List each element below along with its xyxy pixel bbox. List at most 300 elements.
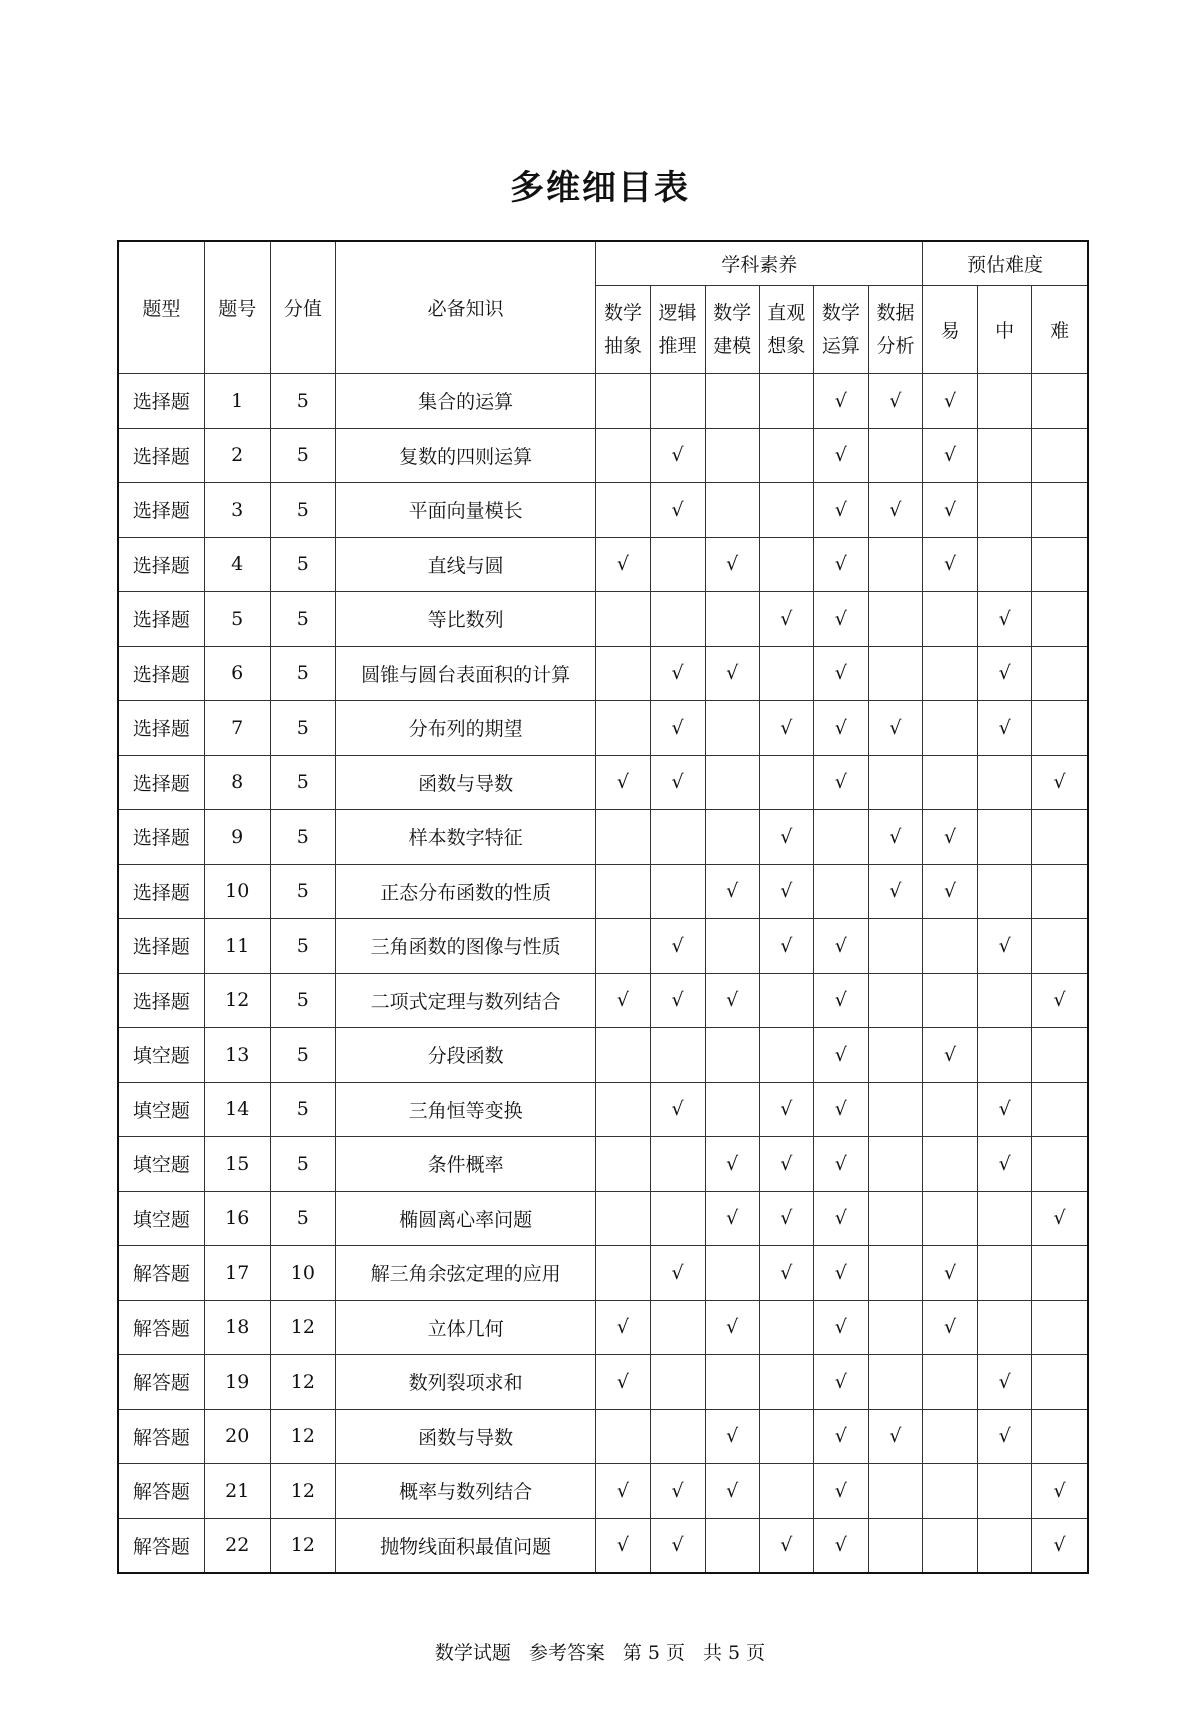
- literacy-check-cell: [759, 646, 813, 701]
- difficulty-check-cell: [978, 537, 1032, 592]
- footer-answer: 参考答案: [528, 1642, 605, 1664]
- question-type-cell: 选择题: [118, 701, 204, 756]
- literacy-check-cell: [759, 755, 813, 810]
- question-type-cell: 填空题: [118, 1082, 204, 1137]
- literacy-check-cell: [868, 755, 922, 810]
- score-cell: 12: [270, 1355, 335, 1410]
- difficulty-check-cell: [1032, 537, 1088, 592]
- score-cell: 5: [270, 864, 335, 919]
- difficulty-check-cell: [1032, 701, 1088, 756]
- knowledge-cell: 函数与导数: [335, 1409, 596, 1464]
- literacy-check-cell: [596, 810, 650, 865]
- question-type-cell: 选择题: [118, 973, 204, 1028]
- literacy-check-cell: √: [596, 755, 650, 810]
- table-row: [118, 1082, 1088, 1137]
- header-label-line: 数学: [713, 301, 752, 324]
- literacy-check-cell: √: [868, 483, 922, 538]
- question-number-cell: 4: [204, 537, 270, 592]
- score-cell: 5: [270, 919, 335, 974]
- header-literacy-modeling: [705, 286, 759, 374]
- header-number: 题号: [204, 241, 270, 374]
- literacy-check-cell: [705, 810, 759, 865]
- literacy-check-cell: √: [650, 973, 705, 1028]
- literacy-check-cell: √: [650, 1464, 705, 1519]
- difficulty-check-cell: [978, 810, 1032, 865]
- difficulty-check-cell: [923, 973, 978, 1028]
- knowledge-cell: 平面向量模长: [335, 483, 596, 538]
- header-difficulty-group: 预估难度: [923, 241, 1088, 286]
- literacy-check-cell: √: [596, 973, 650, 1028]
- literacy-check-cell: [650, 1191, 705, 1246]
- literacy-check-cell: √: [813, 1464, 868, 1519]
- table-row: [118, 592, 1088, 647]
- header-label-line: 抽象: [603, 334, 642, 357]
- literacy-check-cell: √: [705, 973, 759, 1028]
- literacy-check-cell: √: [813, 428, 868, 483]
- question-type-cell: 选择题: [118, 483, 204, 538]
- knowledge-cell: 分布列的期望: [335, 701, 596, 756]
- difficulty-check-cell: √: [978, 1082, 1032, 1137]
- difficulty-check-cell: [923, 1355, 978, 1410]
- literacy-check-cell: √: [650, 919, 705, 974]
- score-cell: 5: [270, 646, 335, 701]
- literacy-check-cell: √: [705, 1191, 759, 1246]
- knowledge-cell: 二项式定理与数列结合: [335, 973, 596, 1028]
- table-row: [118, 428, 1088, 483]
- table-body: [118, 374, 1088, 1574]
- difficulty-check-cell: [1032, 1409, 1088, 1464]
- difficulty-check-cell: √: [978, 701, 1032, 756]
- question-type-cell: 解答题: [118, 1355, 204, 1410]
- difficulty-check-cell: [1032, 483, 1088, 538]
- specification-table: [117, 240, 1089, 1574]
- difficulty-check-cell: [923, 919, 978, 974]
- page-footer: [0, 1638, 1200, 1665]
- difficulty-check-cell: [978, 755, 1032, 810]
- question-type-cell: 选择题: [118, 864, 204, 919]
- header-literacy-imagination: [759, 286, 813, 374]
- difficulty-check-cell: √: [978, 1137, 1032, 1192]
- difficulty-check-cell: √: [1032, 1464, 1088, 1519]
- literacy-check-cell: [813, 810, 868, 865]
- difficulty-check-cell: [923, 646, 978, 701]
- knowledge-cell: 分段函数: [335, 1028, 596, 1083]
- question-number-cell: 13: [204, 1028, 270, 1083]
- literacy-check-cell: [868, 1355, 922, 1410]
- literacy-check-cell: [759, 374, 813, 429]
- literacy-check-cell: √: [813, 919, 868, 974]
- literacy-check-cell: √: [596, 1355, 650, 1410]
- literacy-check-cell: √: [650, 1082, 705, 1137]
- difficulty-check-cell: [1032, 646, 1088, 701]
- header-label-line: 推理: [658, 334, 697, 357]
- literacy-check-cell: [596, 701, 650, 756]
- header-label-line: 运算: [821, 334, 860, 357]
- literacy-check-cell: [596, 374, 650, 429]
- literacy-check-cell: [596, 592, 650, 647]
- question-number-cell: 21: [204, 1464, 270, 1519]
- literacy-check-cell: √: [705, 1464, 759, 1519]
- question-number-cell: 18: [204, 1300, 270, 1355]
- score-cell: 5: [270, 537, 335, 592]
- literacy-check-cell: [759, 1300, 813, 1355]
- page-title: 多维细目表: [510, 168, 690, 208]
- question-number-cell: 15: [204, 1137, 270, 1192]
- literacy-check-cell: [650, 1409, 705, 1464]
- header-knowledge: 必备知识: [335, 241, 596, 374]
- literacy-check-cell: [868, 1464, 922, 1519]
- knowledge-cell: 抛物线面积最值问题: [335, 1518, 596, 1573]
- literacy-check-cell: [759, 1028, 813, 1083]
- header-label-line: 数学: [821, 301, 860, 324]
- table-row: [118, 1518, 1088, 1573]
- header-literacy-abstraction: [596, 286, 650, 374]
- literacy-check-cell: [705, 1518, 759, 1573]
- difficulty-check-cell: [1032, 1028, 1088, 1083]
- difficulty-check-cell: [1032, 428, 1088, 483]
- difficulty-check-cell: [1032, 1137, 1088, 1192]
- table-row: [118, 374, 1088, 429]
- knowledge-cell: 三角恒等变换: [335, 1082, 596, 1137]
- literacy-check-cell: √: [650, 1518, 705, 1573]
- score-cell: 5: [270, 483, 335, 538]
- literacy-check-cell: [705, 1028, 759, 1083]
- score-cell: 5: [270, 1028, 335, 1083]
- literacy-check-cell: [705, 483, 759, 538]
- literacy-check-cell: √: [705, 646, 759, 701]
- literacy-check-cell: [650, 864, 705, 919]
- knowledge-cell: 条件概率: [335, 1137, 596, 1192]
- table-row: [118, 1409, 1088, 1464]
- question-type-cell: 选择题: [118, 755, 204, 810]
- literacy-check-cell: √: [759, 592, 813, 647]
- table-row: [118, 1464, 1088, 1519]
- literacy-check-cell: √: [650, 701, 705, 756]
- literacy-check-cell: √: [868, 374, 922, 429]
- literacy-check-cell: [705, 1082, 759, 1137]
- literacy-check-cell: [868, 1191, 922, 1246]
- header-type: 题型: [118, 241, 204, 374]
- literacy-check-cell: √: [813, 1191, 868, 1246]
- question-number-cell: 10: [204, 864, 270, 919]
- literacy-check-cell: [705, 428, 759, 483]
- literacy-check-cell: [705, 919, 759, 974]
- difficulty-check-cell: [1032, 1355, 1088, 1410]
- difficulty-check-cell: [923, 1191, 978, 1246]
- literacy-check-cell: √: [813, 973, 868, 1028]
- literacy-check-cell: [596, 646, 650, 701]
- literacy-check-cell: √: [813, 592, 868, 647]
- question-type-cell: 选择题: [118, 374, 204, 429]
- literacy-check-cell: √: [596, 1300, 650, 1355]
- literacy-check-cell: [759, 483, 813, 538]
- table-row: [118, 810, 1088, 865]
- literacy-check-cell: √: [813, 1409, 868, 1464]
- literacy-check-cell: √: [759, 1246, 813, 1301]
- difficulty-check-cell: [923, 1464, 978, 1519]
- difficulty-check-cell: [923, 701, 978, 756]
- table-row: [118, 1355, 1088, 1410]
- difficulty-check-cell: [978, 1464, 1032, 1519]
- footer-subject: 数学试题: [434, 1642, 511, 1664]
- literacy-check-cell: √: [813, 755, 868, 810]
- table-row: [118, 919, 1088, 974]
- header-label-line: 想象: [767, 334, 806, 357]
- knowledge-cell: 直线与圆: [335, 537, 596, 592]
- difficulty-check-cell: [1032, 864, 1088, 919]
- header-literacy-group: 学科素养: [596, 241, 923, 286]
- score-cell: 5: [270, 1082, 335, 1137]
- question-number-cell: 9: [204, 810, 270, 865]
- difficulty-check-cell: [978, 1191, 1032, 1246]
- difficulty-check-cell: [978, 374, 1032, 429]
- literacy-check-cell: [650, 1028, 705, 1083]
- difficulty-check-cell: √: [923, 537, 978, 592]
- score-cell: 5: [270, 810, 335, 865]
- literacy-check-cell: [868, 1518, 922, 1573]
- literacy-check-cell: √: [868, 810, 922, 865]
- literacy-check-cell: √: [705, 537, 759, 592]
- literacy-check-cell: √: [813, 537, 868, 592]
- table-row: [118, 1246, 1088, 1301]
- header-score: 分值: [270, 241, 335, 374]
- knowledge-cell: 圆锥与圆台表面积的计算: [335, 646, 596, 701]
- literacy-check-cell: √: [650, 646, 705, 701]
- literacy-check-cell: [813, 864, 868, 919]
- literacy-check-cell: [596, 428, 650, 483]
- question-number-cell: 2: [204, 428, 270, 483]
- literacy-check-cell: [596, 864, 650, 919]
- knowledge-cell: 三角函数的图像与性质: [335, 919, 596, 974]
- question-number-cell: 11: [204, 919, 270, 974]
- table-row: [118, 973, 1088, 1028]
- literacy-check-cell: [868, 973, 922, 1028]
- question-type-cell: 解答题: [118, 1246, 204, 1301]
- difficulty-check-cell: [978, 973, 1032, 1028]
- score-cell: 5: [270, 1191, 335, 1246]
- difficulty-check-cell: √: [978, 1409, 1032, 1464]
- literacy-check-cell: [650, 1137, 705, 1192]
- literacy-check-cell: [868, 1028, 922, 1083]
- literacy-check-cell: [868, 537, 922, 592]
- score-cell: 5: [270, 428, 335, 483]
- difficulty-check-cell: √: [978, 919, 1032, 974]
- literacy-check-cell: [705, 701, 759, 756]
- question-type-cell: 解答题: [118, 1300, 204, 1355]
- difficulty-check-cell: √: [978, 1355, 1032, 1410]
- literacy-check-cell: [759, 1464, 813, 1519]
- difficulty-check-cell: √: [1032, 755, 1088, 810]
- question-type-cell: 填空题: [118, 1028, 204, 1083]
- literacy-check-cell: [705, 755, 759, 810]
- difficulty-check-cell: [1032, 810, 1088, 865]
- question-number-cell: 12: [204, 973, 270, 1028]
- difficulty-check-cell: [1032, 1082, 1088, 1137]
- difficulty-check-cell: [923, 1518, 978, 1573]
- table-row: [118, 1191, 1088, 1246]
- header-row-1: [118, 241, 1088, 286]
- question-number-cell: 3: [204, 483, 270, 538]
- difficulty-check-cell: [978, 1246, 1032, 1301]
- difficulty-check-cell: [923, 1409, 978, 1464]
- literacy-check-cell: [650, 1300, 705, 1355]
- difficulty-check-cell: [1032, 592, 1088, 647]
- difficulty-check-cell: [923, 592, 978, 647]
- difficulty-check-cell: [978, 483, 1032, 538]
- difficulty-check-cell: [978, 428, 1032, 483]
- difficulty-check-cell: √: [923, 428, 978, 483]
- header-literacy-computation: [813, 286, 868, 374]
- score-cell: 5: [270, 1137, 335, 1192]
- literacy-check-cell: [759, 537, 813, 592]
- literacy-check-cell: √: [759, 1191, 813, 1246]
- difficulty-check-cell: [1032, 1300, 1088, 1355]
- difficulty-check-cell: [923, 1082, 978, 1137]
- question-type-cell: 选择题: [118, 537, 204, 592]
- question-number-cell: 6: [204, 646, 270, 701]
- question-type-cell: 选择题: [118, 428, 204, 483]
- literacy-check-cell: [759, 973, 813, 1028]
- difficulty-check-cell: [1032, 1246, 1088, 1301]
- literacy-check-cell: √: [868, 864, 922, 919]
- table-row: [118, 646, 1088, 701]
- score-cell: 5: [270, 592, 335, 647]
- literacy-check-cell: √: [813, 374, 868, 429]
- literacy-check-cell: [868, 646, 922, 701]
- literacy-check-cell: [650, 810, 705, 865]
- literacy-check-cell: √: [705, 864, 759, 919]
- difficulty-check-cell: [978, 864, 1032, 919]
- score-cell: 12: [270, 1300, 335, 1355]
- literacy-check-cell: [868, 919, 922, 974]
- literacy-check-cell: √: [813, 646, 868, 701]
- difficulty-check-cell: [923, 1137, 978, 1192]
- literacy-check-cell: √: [759, 1518, 813, 1573]
- question-number-cell: 19: [204, 1355, 270, 1410]
- question-number-cell: 8: [204, 755, 270, 810]
- literacy-check-cell: √: [759, 1137, 813, 1192]
- table-row: [118, 755, 1088, 810]
- difficulty-check-cell: √: [1032, 973, 1088, 1028]
- literacy-check-cell: [705, 1355, 759, 1410]
- question-type-cell: 解答题: [118, 1464, 204, 1519]
- difficulty-check-cell: √: [923, 1300, 978, 1355]
- question-number-cell: 14: [204, 1082, 270, 1137]
- question-type-cell: 选择题: [118, 592, 204, 647]
- literacy-check-cell: √: [813, 701, 868, 756]
- difficulty-check-cell: √: [1032, 1518, 1088, 1573]
- literacy-check-cell: √: [759, 701, 813, 756]
- literacy-check-cell: √: [759, 1082, 813, 1137]
- header-label-line: 数据: [876, 301, 915, 324]
- score-cell: 5: [270, 755, 335, 810]
- footer-total: 共 5 页: [703, 1642, 766, 1664]
- header-literacy-reasoning: [650, 286, 705, 374]
- difficulty-check-cell: √: [1032, 1191, 1088, 1246]
- literacy-check-cell: √: [759, 810, 813, 865]
- difficulty-check-cell: [1032, 374, 1088, 429]
- literacy-check-cell: [596, 1191, 650, 1246]
- question-number-cell: 1: [204, 374, 270, 429]
- table-row: [118, 1028, 1088, 1083]
- difficulty-check-cell: √: [923, 1028, 978, 1083]
- literacy-check-cell: √: [650, 1246, 705, 1301]
- literacy-check-cell: [868, 592, 922, 647]
- literacy-check-cell: [596, 1137, 650, 1192]
- literacy-check-cell: [596, 1409, 650, 1464]
- knowledge-cell: 概率与数列结合: [335, 1464, 596, 1519]
- question-number-cell: 5: [204, 592, 270, 647]
- literacy-check-cell: √: [705, 1137, 759, 1192]
- question-type-cell: 选择题: [118, 646, 204, 701]
- literacy-check-cell: [596, 1082, 650, 1137]
- header-label-line: 直观: [767, 301, 806, 324]
- score-cell: 5: [270, 701, 335, 756]
- question-type-cell: 选择题: [118, 810, 204, 865]
- difficulty-check-cell: √: [923, 374, 978, 429]
- table-row: [118, 1137, 1088, 1192]
- difficulty-check-cell: √: [923, 483, 978, 538]
- knowledge-cell: 椭圆离心率问题: [335, 1191, 596, 1246]
- difficulty-check-cell: √: [978, 646, 1032, 701]
- literacy-check-cell: [759, 428, 813, 483]
- knowledge-cell: 数列裂项求和: [335, 1355, 596, 1410]
- question-number-cell: 22: [204, 1518, 270, 1573]
- literacy-check-cell: √: [596, 1518, 650, 1573]
- header-label-line: 数学: [603, 301, 642, 324]
- literacy-check-cell: √: [813, 1246, 868, 1301]
- literacy-check-cell: √: [813, 483, 868, 538]
- literacy-check-cell: √: [650, 755, 705, 810]
- header-label-line: 建模: [713, 334, 752, 357]
- knowledge-cell: 解三角余弦定理的应用: [335, 1246, 596, 1301]
- literacy-check-cell: [650, 1355, 705, 1410]
- header-difficulty-easy: 易: [923, 286, 978, 374]
- question-type-cell: 选择题: [118, 919, 204, 974]
- literacy-check-cell: [596, 483, 650, 538]
- literacy-check-cell: [596, 1246, 650, 1301]
- literacy-check-cell: √: [596, 537, 650, 592]
- difficulty-check-cell: [978, 1518, 1032, 1573]
- score-cell: 5: [270, 973, 335, 1028]
- literacy-check-cell: √: [813, 1355, 868, 1410]
- literacy-check-cell: [868, 1082, 922, 1137]
- literacy-check-cell: [596, 919, 650, 974]
- knowledge-cell: 样本数字特征: [335, 810, 596, 865]
- difficulty-check-cell: [1032, 919, 1088, 974]
- score-cell: 12: [270, 1518, 335, 1573]
- literacy-check-cell: [759, 1409, 813, 1464]
- difficulty-check-cell: [978, 1028, 1032, 1083]
- literacy-check-cell: [650, 374, 705, 429]
- literacy-check-cell: [596, 1028, 650, 1083]
- literacy-check-cell: √: [650, 483, 705, 538]
- difficulty-check-cell: [923, 755, 978, 810]
- difficulty-check-cell: √: [923, 810, 978, 865]
- literacy-check-cell: √: [813, 1137, 868, 1192]
- header-difficulty-hard: 难: [1032, 286, 1088, 374]
- header-label-line: 逻辑: [658, 301, 697, 324]
- literacy-check-cell: √: [868, 1409, 922, 1464]
- table-row: [118, 701, 1088, 756]
- score-cell: 5: [270, 374, 335, 429]
- literacy-check-cell: [650, 592, 705, 647]
- question-number-cell: 16: [204, 1191, 270, 1246]
- literacy-check-cell: √: [813, 1518, 868, 1573]
- knowledge-cell: 正态分布函数的性质: [335, 864, 596, 919]
- table-row: [118, 483, 1088, 538]
- question-type-cell: 填空题: [118, 1191, 204, 1246]
